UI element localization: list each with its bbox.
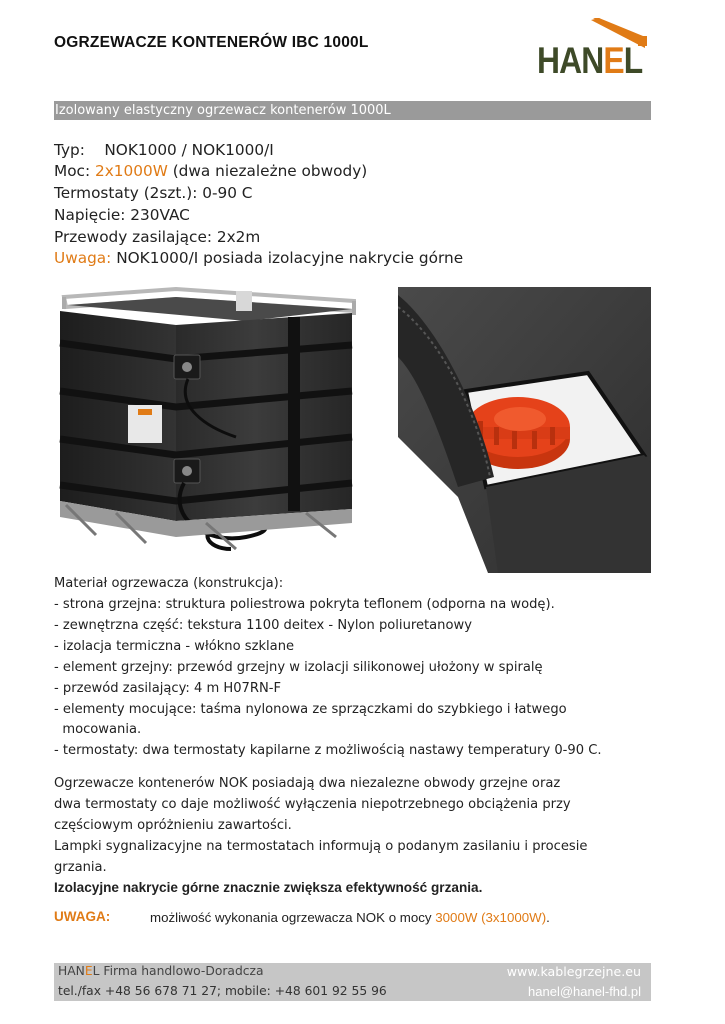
description-line: dwa termostaty co daje możliwość wyłączenia niepotrzebnego obciążenia przy <box>54 797 571 812</box>
footer-email-link[interactable]: hanel@hanel-fhd.pl <box>528 984 641 999</box>
material-line: - element grzejny: przewód grzejny w izolacji silikonowej ułożony w spiralę <box>54 660 543 675</box>
footer-phone: tel./fax +48 56 678 71 27; mobile: +48 601 92 55 96 <box>58 984 387 998</box>
spec-note: Uwaga: NOK1000/I posiada izolacyjne nakrycie górne <box>54 249 464 267</box>
insulation-cover-photo <box>398 287 651 573</box>
material-line: mocowania. <box>54 722 142 737</box>
description-bold-line: Izolacyjne nakrycie górne znacznie zwiększa efektywność grzania. <box>54 880 483 895</box>
spec-type: Typ: NOK1000 / NOK1000/I <box>54 141 274 159</box>
description-line: częściowym opróżnieniu zawartości. <box>54 818 292 833</box>
spec-cables: Przewody zasilające: 2x2m <box>54 228 261 246</box>
hanel-logo <box>537 16 649 84</box>
warning-label: UWAGA: <box>54 909 111 924</box>
material-line: - zewnętrzna część: tekstura 1100 deitex - Nylon poliuretanowy <box>54 618 472 633</box>
spec-power: Moc: 2x1000W (dwa niezależne obwody) <box>54 162 368 180</box>
ibc-heater-photo <box>56 287 359 559</box>
logo-wordmark: HANEL <box>537 40 643 81</box>
material-line: - elementy mocujące: taśma nylonowa ze sprzączkami do szybkiego i łatwego <box>54 702 567 717</box>
description-line: Ogrzewacze kontenerów NOK posiadają dwa niezalezne obwody grzejne oraz <box>54 776 561 791</box>
material-line: - przewód zasilający: 4 m H07RN-F <box>54 681 282 696</box>
materials-heading: Materiał ogrzewacza (konstrukcja): <box>54 576 284 591</box>
material-line: - izolacja termiczna - włókno szklane <box>54 639 295 654</box>
spec-voltage: Napięcie: 230VAC <box>54 206 190 224</box>
footer-website-link[interactable]: www.kablegrzejne.eu <box>506 964 641 979</box>
material-line: - termostaty: dwa termostaty kapilarne z możliwością nastawy temperatury 0-90 C. <box>54 743 602 758</box>
description-line: grzania. <box>54 860 107 875</box>
footer-company: HANEL Firma handlowo-Doradcza <box>58 964 264 978</box>
page-title: OGRZEWACZE KONTENERÓW IBC 1000L <box>54 34 369 51</box>
description-line: Lampki sygnalizacyjne na termostatach informują o podanym zasilaniu i procesie <box>54 839 588 854</box>
spec-thermostats: Termostaty (2szt.): 0-90 C <box>54 184 253 202</box>
warning-text: możliwość wykonania ogrzewacza NOK o mocy 3000W (3x1000W). <box>150 910 550 925</box>
material-line: - strona grzejna: struktura poliestrowa pokryta teflonem (odporna na wodę). <box>54 597 555 612</box>
section-heading-bar: Izolowany elastyczny ogrzewacz kontenerów 1000L <box>54 101 651 120</box>
